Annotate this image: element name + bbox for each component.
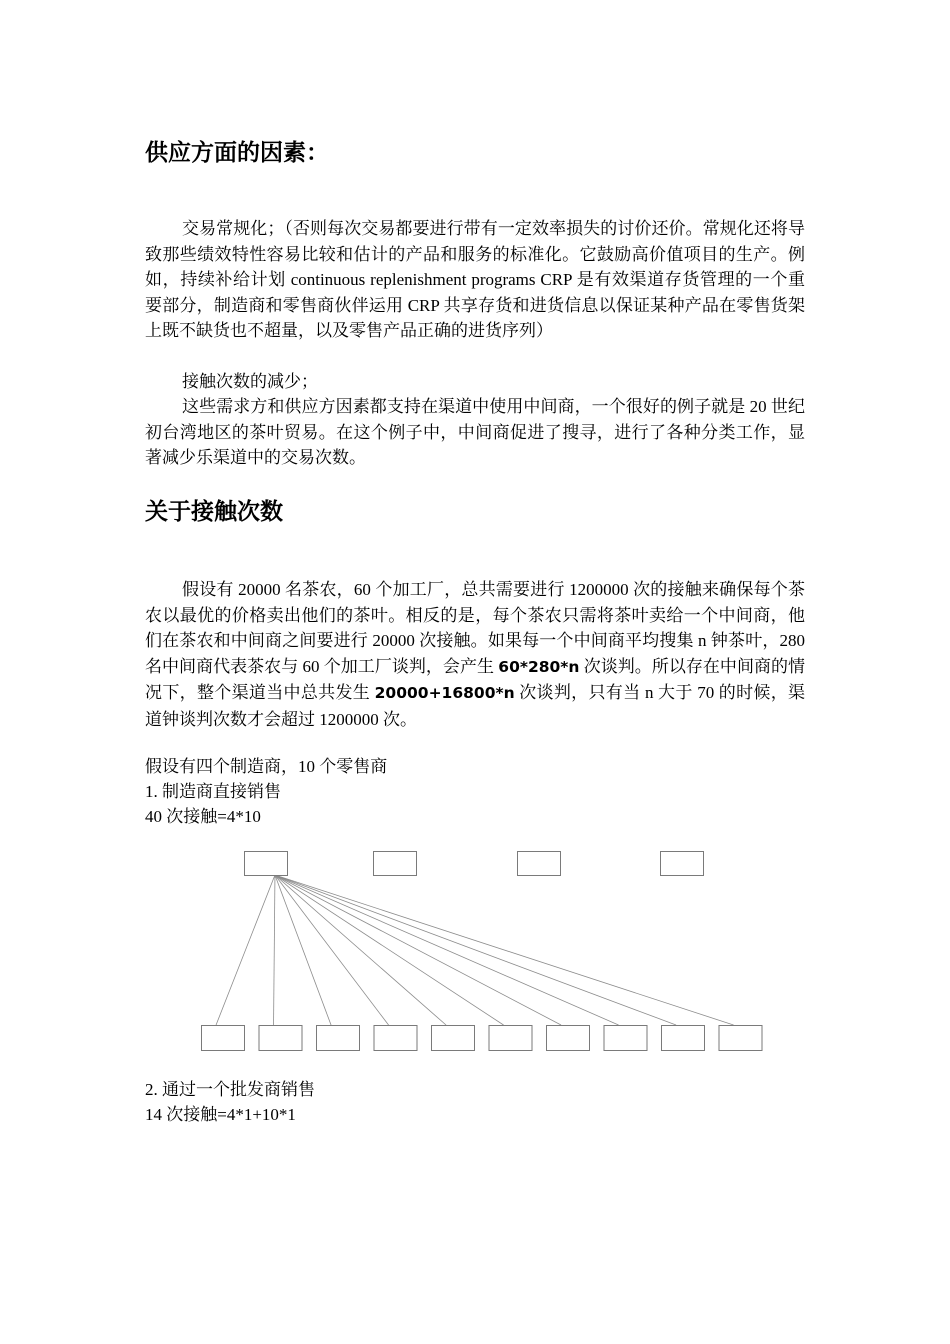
- contact-line: [275, 875, 676, 1025]
- direct-sales-formula: 40 次接触=4*10: [145, 807, 261, 826]
- retailer-box: [489, 1026, 532, 1051]
- contact-line: [216, 875, 275, 1025]
- section-heading-contact-count: 关于接触次数: [145, 499, 283, 525]
- retailer-box: [432, 1026, 475, 1051]
- retailer-box: [317, 1026, 360, 1051]
- contact-line: [275, 875, 446, 1025]
- paragraph-text-b: 次谈判。所以存在中间商的情况下，整个渠道当中总共发生: [145, 656, 806, 702]
- contact-line: [274, 875, 275, 1025]
- section-heading-supply-factors: 供应方面的因素：: [145, 140, 329, 166]
- contact-line: [275, 875, 619, 1025]
- retailer-box: [719, 1026, 762, 1051]
- retailer-box: [547, 1026, 590, 1051]
- paragraph-routinization: 交易常规化；（否则每次交易都要进行带有一定效率损失的讨价还价。常规化还将导致那些绩效特性容易比较和估计的产品和服务的标准化。它鼓励高价值项目的生产。例如，持续补给计划 continuous replenishment programs CRP 是有效渠道存货管理的一个重要部分，制造商和零售商伙伴运用 CRP 共享存货和进货信息以保证某种产品在零售货架上既不缺货也不超量，以及零售产品正确的进货序列）: [145, 219, 805, 340]
- paragraph-text-c: 次谈判，只有当 n 大于 70 的时候，渠道钟谈判次数才会超过 1200000 次。: [145, 683, 806, 729]
- wholesaler-sales-formula: 14 次接触=4*1+10*1: [145, 1105, 296, 1124]
- manufacturer-box: [245, 852, 288, 876]
- contact-line: [275, 875, 561, 1025]
- list-item-wholesaler-sales: 2. 通过一个批发商销售: [145, 1080, 315, 1099]
- manufacturer-box: [374, 852, 417, 876]
- retailer-box: [662, 1026, 705, 1051]
- paragraph-text-a: 假设有 20000 名茶农，60 个加工厂，总共需要进行 1200000 次的接触来确保每个茶农以最优的价格卖出他们的茶叶。相反的是，每个茶农只需将茶叶卖给一个中间商，他们在茶农和中间商之间要进行 20000 次接触。如果每一个中间商平均搜集 n 钟茶叶，280 名中间商代表茶农与 60 个加工厂谈判，会产生: [145, 580, 805, 676]
- list-item-direct-sales: 1. 制造商直接销售: [145, 782, 281, 801]
- paragraph-intermediary-example: 这些需求方和供应方因素都支持在渠道中使用中间商，一个很好的例子就是 20 世纪初台湾地区的茶叶贸易。在这个例子中，中间商促进了搜寻，进行了各种分类工作，显著减少乐渠道中的交易次数。: [145, 397, 805, 467]
- manufacturer-box: [518, 852, 561, 876]
- formula-60-280-n: 60*280*n: [498, 657, 580, 676]
- retailer-box: [374, 1026, 417, 1051]
- paragraph-contact-reduction: 接触次数的减少；: [182, 372, 318, 391]
- assumption-line: 假设有四个制造商，10 个零售商: [145, 757, 388, 776]
- manufacturer-box: [661, 852, 704, 876]
- retailer-box: [259, 1026, 302, 1051]
- contact-line: [275, 875, 331, 1025]
- retailer-box: [604, 1026, 647, 1051]
- retailer-box: [202, 1026, 245, 1051]
- contact-line: [275, 875, 389, 1025]
- contact-line: [275, 875, 734, 1025]
- contact-line: [275, 875, 504, 1025]
- formula-20000-16800-n: 20000+16800*n: [374, 684, 515, 702]
